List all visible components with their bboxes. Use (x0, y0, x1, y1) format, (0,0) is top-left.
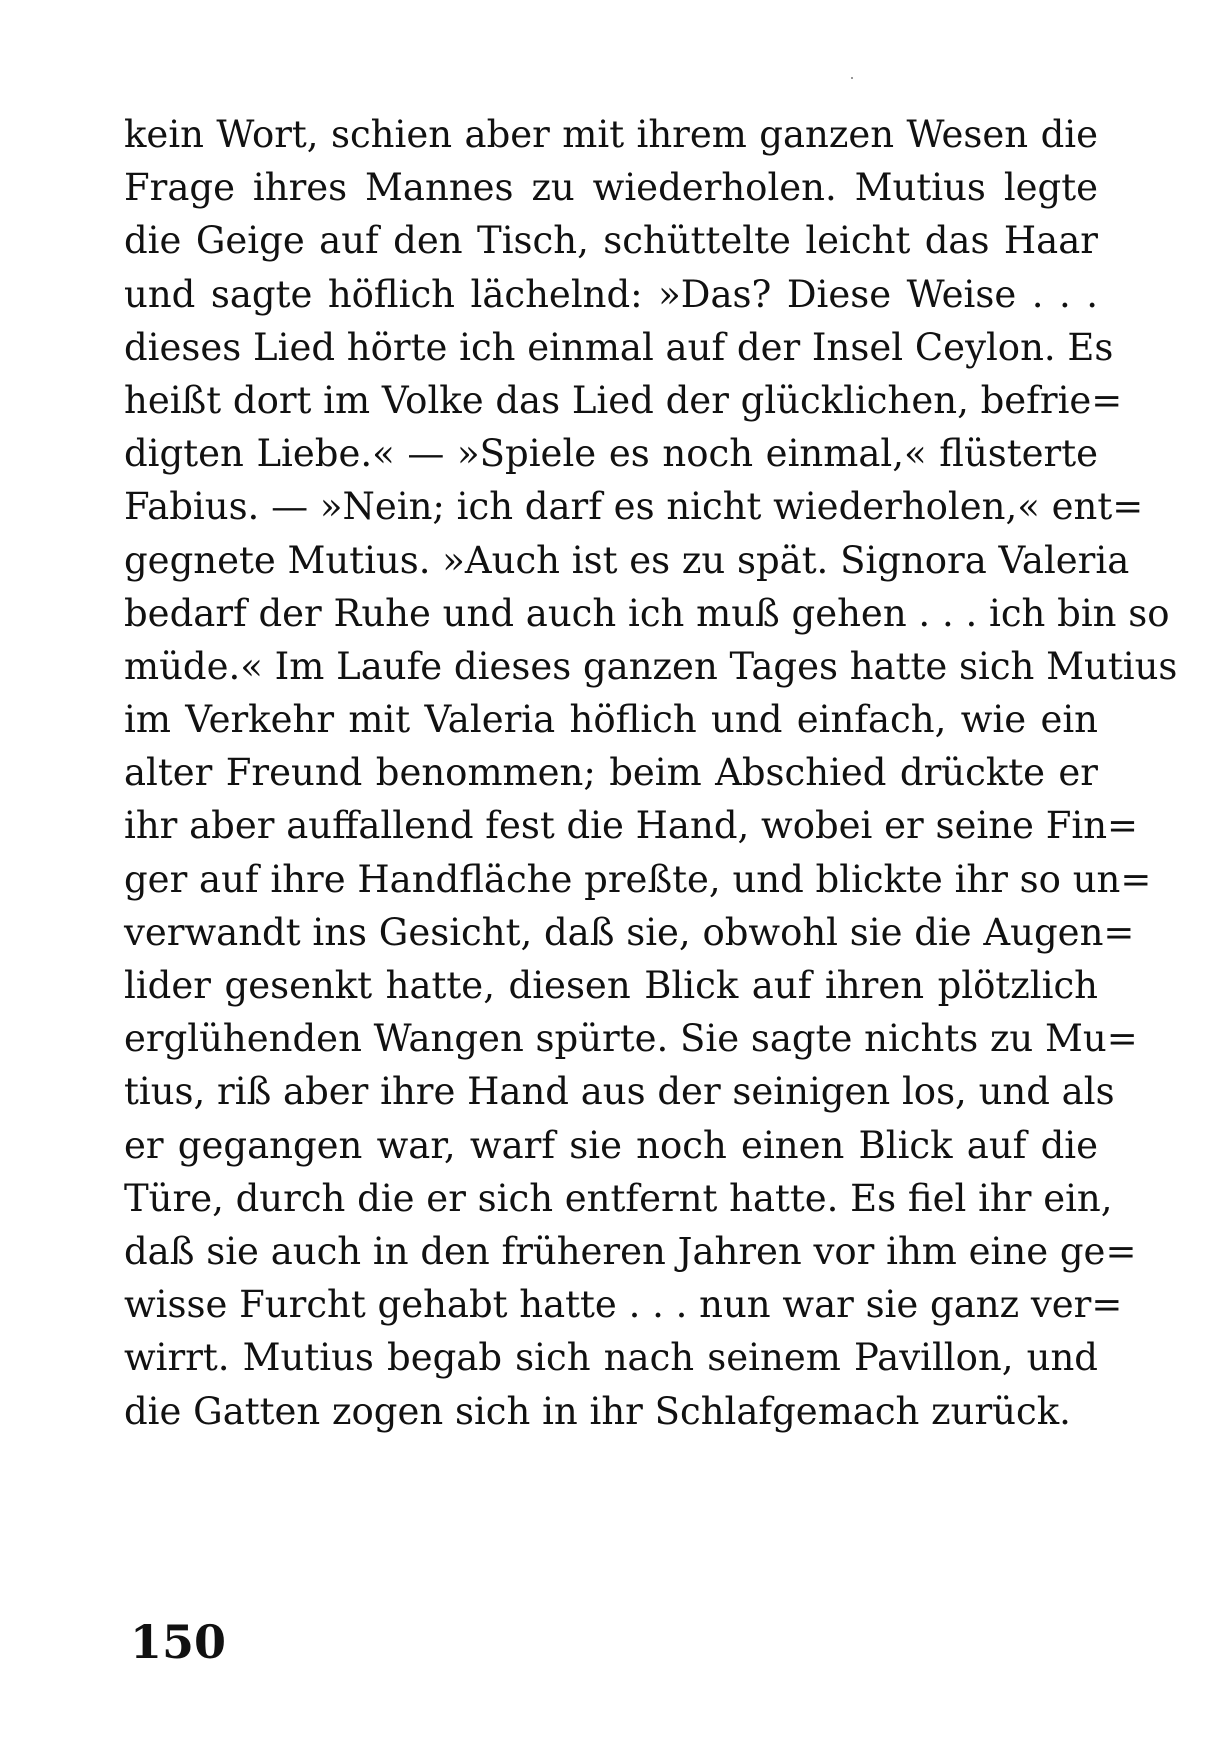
text-line: er gegangen war, warf sie noch einen Blick auf die (124, 1123, 1098, 1167)
text-line: ihr aber auffallend fest die Hand, wobei er seine Fin= (124, 804, 1139, 848)
text-line: digten Liebe.« — »Spiele es noch einmal,« flüsterte (124, 432, 1098, 476)
text-line: gegnete Mutius. »Auch ist es zu spät. Signora Valeria (124, 538, 1130, 582)
text-line: verwandt ins Gesicht, daß sie, obwohl sie die Augen= (124, 910, 1135, 954)
text-line: lider gesenkt hatte, diesen Blick auf ihren plötzlich (124, 964, 1098, 1007)
body-text (124, 108, 1178, 1438)
text-line: tius, riß aber ihre Hand aus der seinigen los, und als (124, 1070, 1115, 1114)
text-line: im Verkehr mit Valeria höflich und einfach, wie ein (124, 698, 1098, 742)
text-line: Fabius. — »Nein; ich darf es nicht wiederholen,« ent= (124, 485, 1144, 529)
text-line: wisse Furcht gehabt hatte . . . nun war sie ganz ver= (124, 1283, 1123, 1327)
scan-speck (851, 77, 853, 79)
text-line: und sagte höflich lächelnd: »Das? Diese Weise . . . (124, 272, 1098, 316)
page-number: 150 (130, 1615, 227, 1669)
text-line: bedarf der Ruhe und auch ich muß gehen . . . ich bin so (124, 591, 1170, 635)
text-line: daß sie auch in den früheren Jahren vor ihm eine ge= (124, 1229, 1137, 1273)
text-line: die Gatten zogen sich in ihr Schlafgemach zurück. (124, 1389, 1071, 1433)
text-line: müde.« Im Laufe dieses ganzen Tages hatte sich Mutius (124, 644, 1178, 688)
text-line: kein Wort, schien aber mit ihrem ganzen Wesen die (124, 113, 1098, 156)
text-line: ger auf ihre Handfläche preßte, und blickte ihr so un= (124, 857, 1152, 901)
text-line: wirrt. Mutius begab sich nach seinem Pavillon, und (124, 1336, 1098, 1380)
text-line: die Geige auf den Tisch, schüttelte leicht das Haar (124, 219, 1098, 263)
text-line: heißt dort im Volke das Lied der glücklichen, befrie= (124, 378, 1123, 422)
text-line: Frage ihres Mannes zu wiederholen. Mutius legte (124, 166, 1098, 210)
text-line: alter Freund benommen; beim Abschied drückte er (124, 751, 1098, 795)
text-line: Türe, durch die er sich entfernt hatte. Es fiel ihr ein, (124, 1176, 1113, 1220)
text-line: dieses Lied hörte ich einmal auf der Insel Ceylon. Es (124, 325, 1114, 369)
text-line: erglühenden Wangen spürte. Sie sagte nichts zu Mu= (124, 1017, 1138, 1061)
